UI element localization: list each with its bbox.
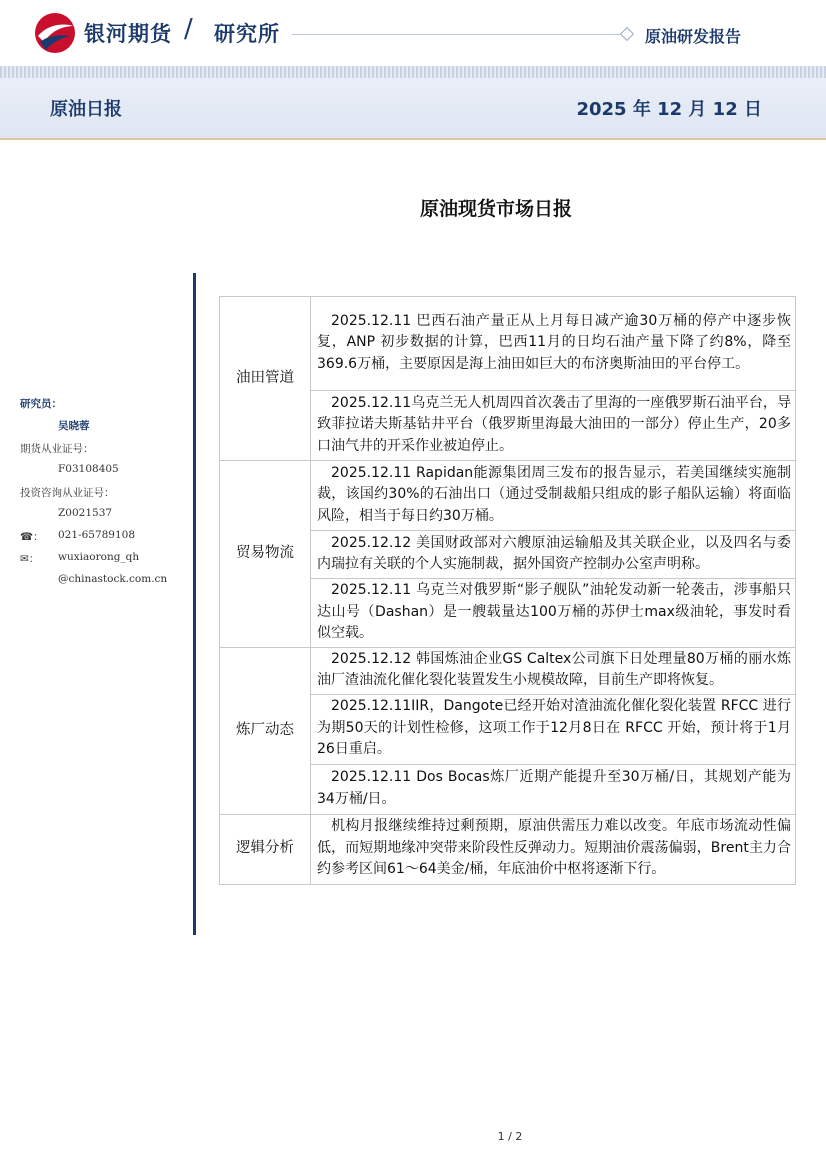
phone-row	[20, 529, 44, 544]
mail-icon: ✉：	[20, 553, 40, 565]
report-type: 原油研发报告	[645, 27, 742, 46]
advisory-license-label: 投资咨询从业证号：	[20, 487, 115, 499]
news-item: 2025.12.12 韩国炼油企业GS Caltex公司旗下日处理量80万桶的丽水炼油厂渣油流化催化裂化装置发生小规模故障，目前生产即将恢复。	[311, 647, 796, 694]
table-row	[220, 814, 796, 884]
advisory-license: Z0021537	[58, 507, 113, 519]
category-cell: 炼厂动态	[220, 647, 311, 814]
brand-name: 银河期货	[84, 22, 172, 46]
department-name: 研究所	[214, 22, 280, 46]
report-date: 2025 年 12 月 12 日	[576, 99, 762, 120]
news-item: 2025.12.11 Rapidan能源集团周三发布的报告显示，若美国继续实施制裁，该国约30%的石油出口（通过受制裁船只组成的影子船队运输）将面临风险，相当于每日约30万桶。	[311, 461, 796, 531]
diamond-icon	[620, 27, 634, 41]
galaxy-logo-icon	[34, 12, 76, 54]
header-divider	[292, 34, 620, 35]
banner-underline	[0, 138, 826, 140]
phone-icon: ☎：	[20, 531, 44, 543]
news-item: 2025.12.11 Dos Bocas炼厂近期产能提升至30万桶/日，其规划产能为34万桶/日。	[311, 764, 796, 814]
researcher-label: 研究员：	[20, 398, 62, 410]
email-domain[interactable]: @chinastock.com.cn	[58, 573, 168, 585]
news-item: 2025.12.11 巴西石油产量正从上月每日减产逾30万桶的停产中逐步恢复，ANP 初步数据的计算，巴西11月的日均石油产量下降了约8%，降至369.6万桶，主要原因是海上油田如巨大的布济奥斯油田的平台停工。	[311, 297, 796, 391]
category-cell: 油田管道	[220, 297, 311, 461]
document-title-wrap	[0, 194, 826, 221]
futures-license-label: 期货从业证号：	[20, 443, 94, 455]
news-item: 2025.12.11 乌克兰对俄罗斯“影子舰队”油轮发动新一轮袭击，涉事船只达山号（Dashan）是一艘载量达100万桶的苏伊士max级油轮，事发时看似空载。	[311, 579, 796, 648]
header-stripe	[0, 66, 826, 78]
table-row	[220, 461, 796, 531]
news-item: 机构月报继续维持过剩预期，原油供需压力难以改变。年底市场流动性偏低，而短期地缘冲突带来阶段性反弹动力。短期油价震荡偏弱，Brent主力合约参考区间61～64美金/桶，年底油价中枢将逐渐下行。	[311, 814, 796, 884]
category-cell: 逻辑分析	[220, 814, 311, 884]
phone-number: 021-65789108	[58, 529, 136, 541]
category-cell: 贸易物流	[220, 461, 311, 648]
mail-row	[20, 551, 39, 566]
banner-title: 原油日报	[50, 99, 122, 120]
news-item: 2025.12.11乌克兰无人机周四首次袭击了里海的一座俄罗斯石油平台，导致菲拉诺夫斯基钻井平台（俄罗斯里海最大油田的一部分）停止生产，20多口油气井的开采作业被迫停止。	[311, 391, 796, 461]
email-user[interactable]: wuxiaorong_qh	[58, 551, 140, 563]
table-row	[220, 647, 796, 694]
market-news-table	[219, 296, 796, 885]
researcher-name: 吴晓蓉	[58, 420, 90, 432]
page-header	[0, 0, 826, 66]
brand-separator: /	[184, 14, 193, 44]
news-item: 2025.12.11IIR，Dangote已经开始对渣油流化催化裂化装置 RFCC 进行为期50天的计划性检修，这项工作于12月8日在 RFCC 开始，预计将于1月26日重启。	[311, 694, 796, 764]
table-row	[220, 297, 796, 391]
sidebar-divider	[193, 273, 196, 935]
document-title: 原油现货市场日报	[419, 198, 572, 220]
news-item: 2025.12.12 美国财政部对六艘原油运输船及其关联企业，以及四名与委内瑞拉有关联的个人实施制裁，据外国资产控制办公室声明称。	[311, 531, 796, 579]
page-number: 1 / 2	[497, 1130, 523, 1143]
futures-license: F03108405	[58, 463, 119, 475]
